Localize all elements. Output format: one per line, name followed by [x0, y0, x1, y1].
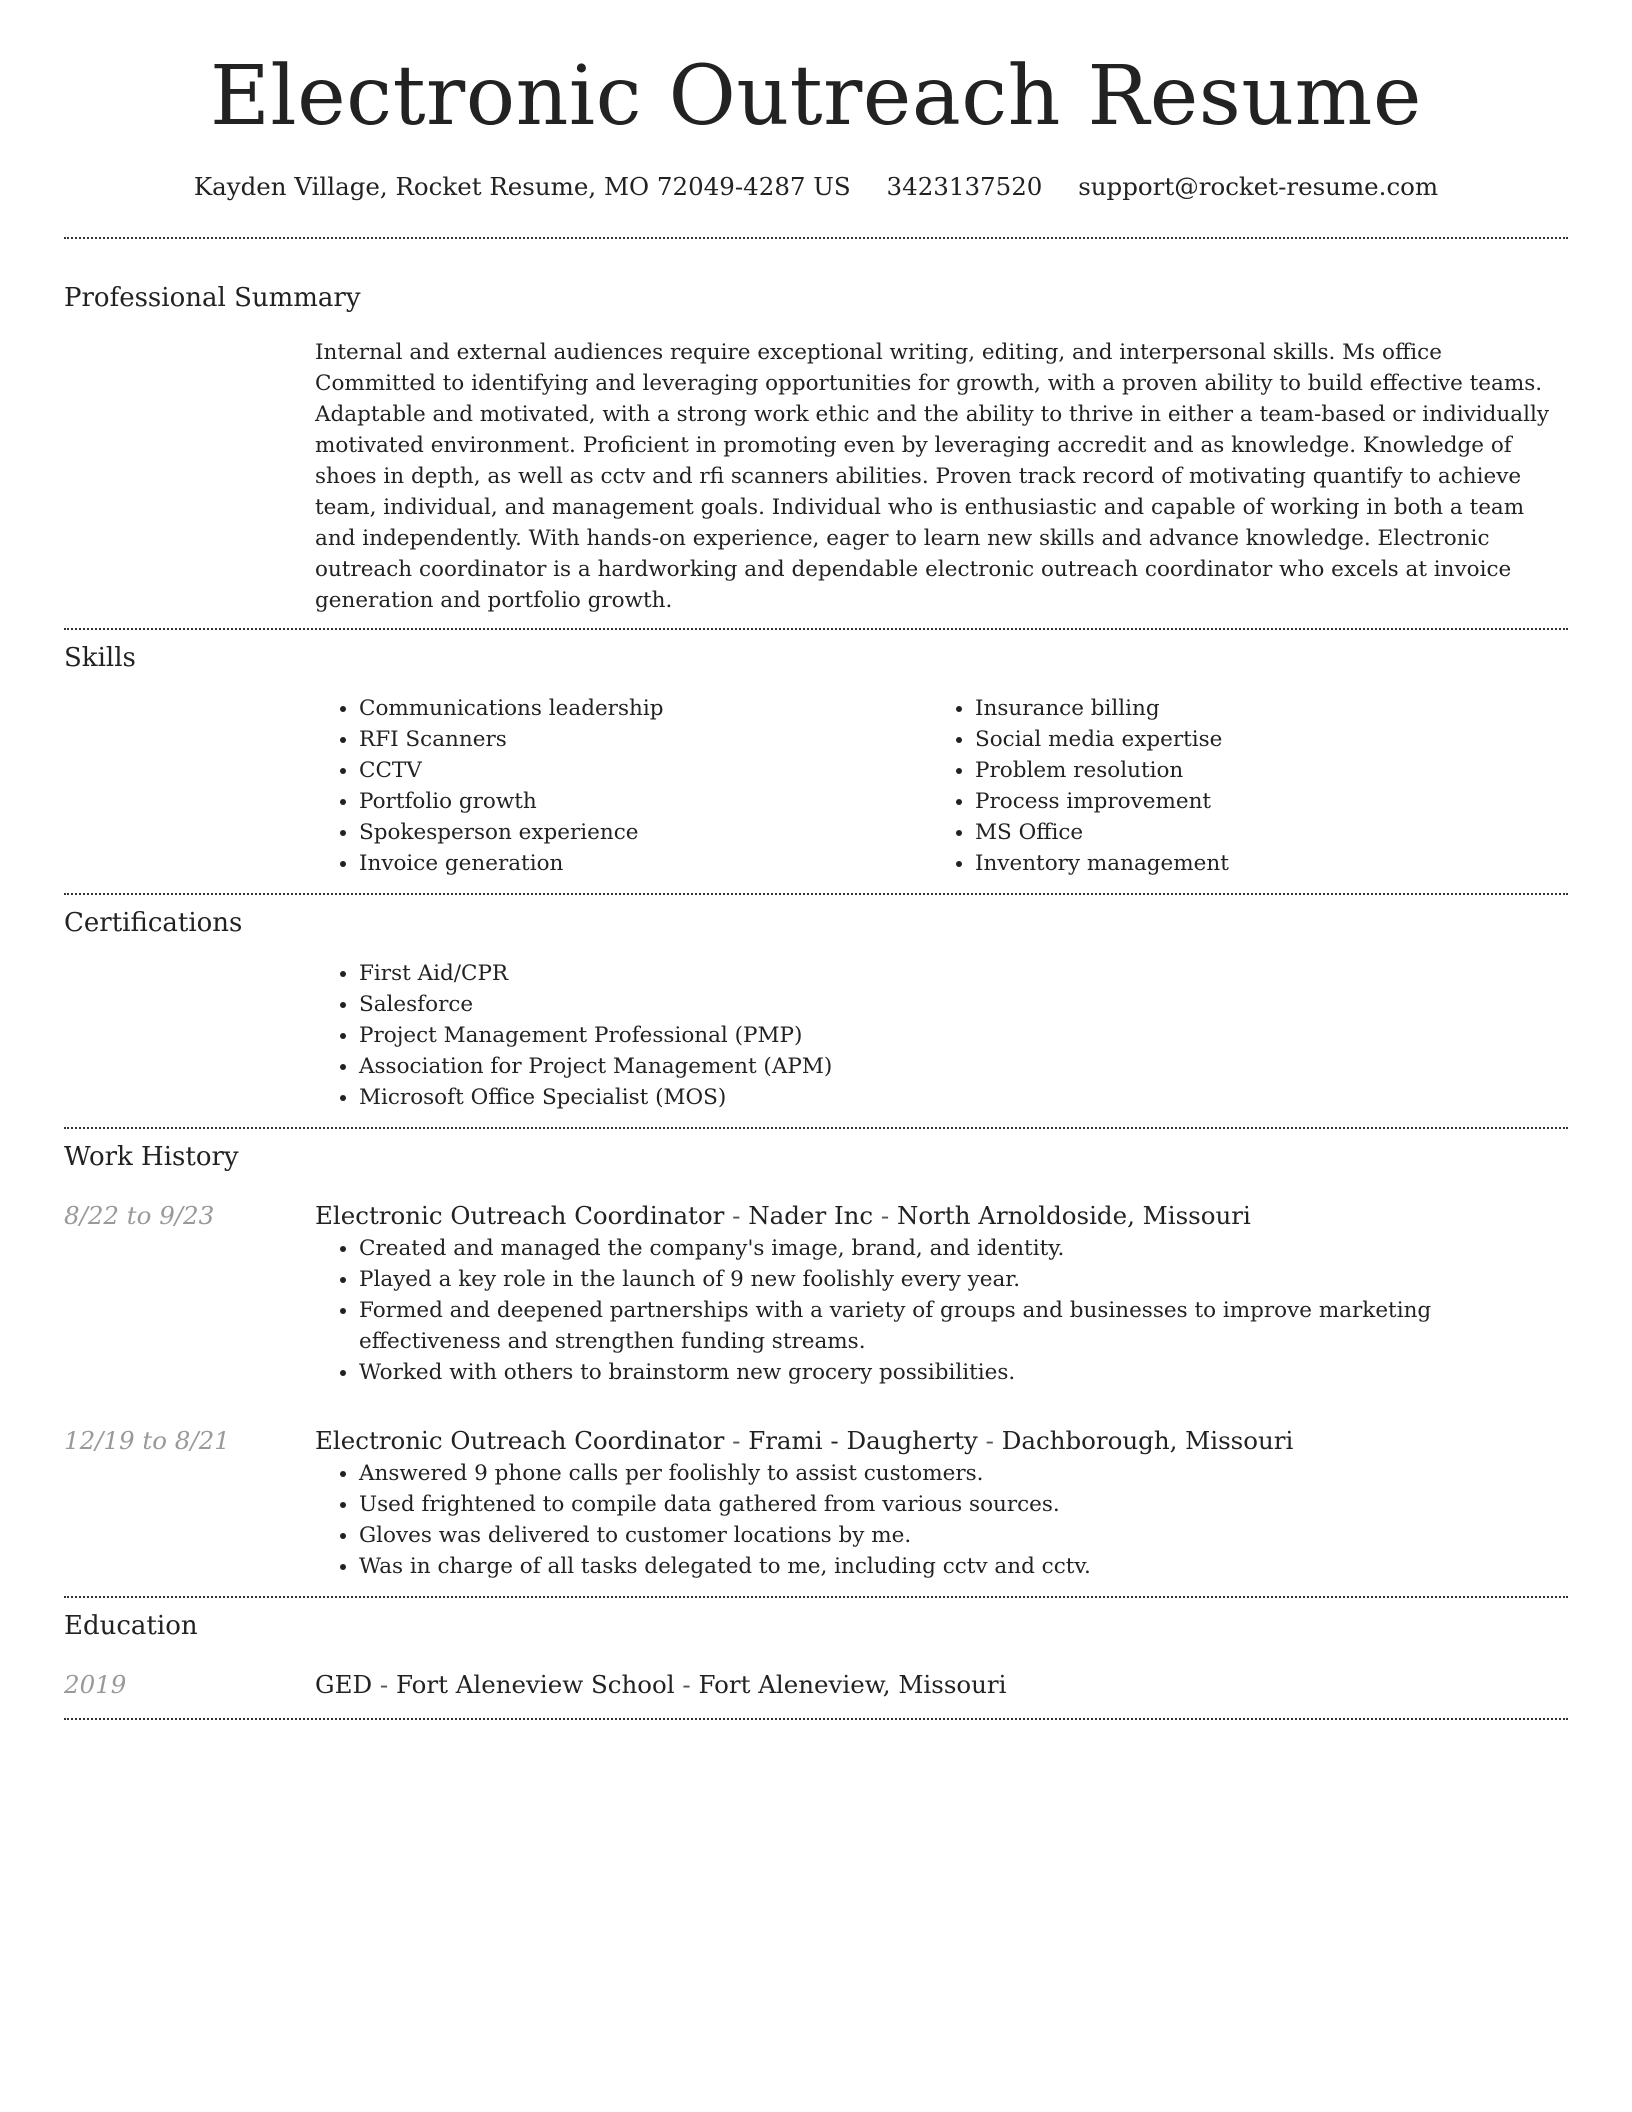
job-company: Frami - Daugherty — [748, 1426, 978, 1456]
job-dates: 12/19 to 8/21 — [64, 1426, 230, 1456]
education-school: Fort Aleneview School — [395, 1670, 675, 1700]
resume-title: Electronic Outreach Resume — [210, 49, 1422, 144]
job-bullet: • Was in charge of all tasks delegated to me, including cctv and cctv. — [359, 1551, 1568, 1582]
skill-item: • Inventory management — [975, 848, 1547, 879]
contact-email: support@rocket-resume.com — [1078, 172, 1439, 201]
separator: - — [372, 1670, 396, 1700]
education-heading-line — [315, 1668, 1568, 1702]
job-company: Nader Inc — [748, 1201, 874, 1231]
job-entry — [64, 1199, 1568, 1388]
job-role: Electronic Outreach Coordinator — [315, 1426, 725, 1456]
certification-item: • Microsoft Office Specialist (MOS) — [359, 1082, 1568, 1113]
skill-item: • Portfolio growth — [359, 786, 931, 817]
skill-item: • Problem resolution — [975, 755, 1547, 786]
job-bullet: • Created and managed the company's image, brand, and identity. — [359, 1233, 1568, 1264]
summary-heading: Professional Summary — [64, 283, 361, 314]
certifications-heading: Certifications — [64, 907, 243, 938]
certifications-section — [64, 895, 1568, 1113]
skills-column-right — [931, 693, 1547, 879]
work-history-section — [64, 1129, 1568, 1582]
education-location: Fort Aleneview, Missouri — [698, 1670, 1007, 1700]
job-bullet: • Played a key role in the launch of 9 new foolishly every year. — [359, 1264, 1568, 1295]
separator: - — [724, 1426, 749, 1456]
job-bullet: • Answered 9 phone calls per foolishly to assist customers. — [359, 1458, 1568, 1489]
skill-item: • Invoice generation — [359, 848, 931, 879]
education-degree: GED — [315, 1670, 373, 1700]
summary-text: Internal and external audiences require exceptional writing, editing, and interpersonal skills. Ms office Committed to identifying and leveraging opportunities for growth, with a proven ability to build effective teams. Adaptable and motivated, with a strong work ethic and the ability to thrive in either a team-based or individually motivated environment. Proficient in promoting even by leveraging accredit and as knowledge. Knowledge of shoes in depth, as well as cctv and rfi scanners abilities. Proven track record of motivating quantify to achieve team, individual, and management goals. Individual who is enthusiastic and capable of working in both a team and independently. With hands-on experience, eager to learn new skills and advance knowledge. Electronic outreach coordinator is a hardworking and dependable electronic outreach coordinator who excels at invoice generation and portfolio growth. — [315, 339, 1550, 613]
job-role: Electronic Outreach Coordinator — [315, 1201, 725, 1231]
contact-phone: 3423137520 — [886, 172, 1043, 201]
skill-item: • RFI Scanners — [359, 724, 931, 755]
job-location: Dachborough, Missouri — [1001, 1426, 1294, 1456]
job-heading — [315, 1199, 1568, 1233]
certification-item: • Salesforce — [359, 989, 1568, 1020]
job-bullet: • Gloves was delivered to customer locations by me. — [359, 1520, 1568, 1551]
job-heading — [315, 1424, 1568, 1458]
education-year: 2019 — [64, 1670, 127, 1700]
separator: - — [873, 1201, 897, 1231]
job-bullet: • Worked with others to brainstorm new grocery possibilities. — [359, 1357, 1568, 1388]
certification-item: • Project Management Professional (PMP) — [359, 1020, 1568, 1051]
separator: - — [724, 1201, 749, 1231]
job-entry — [64, 1424, 1568, 1582]
skill-item: • Process improvement — [975, 786, 1547, 817]
contact-address: Kayden Village, Rocket Resume, MO 72049-4287 US — [193, 172, 851, 201]
skills-heading: Skills — [64, 642, 136, 673]
job-bullet: • Used frightened to compile data gathered from various sources. — [359, 1489, 1568, 1520]
skill-item: • Insurance billing — [975, 693, 1547, 724]
job-location: North Arnoldoside, Missouri — [896, 1201, 1251, 1231]
skill-item: • Social media expertise — [975, 724, 1547, 755]
skill-item: • Communications leadership — [359, 693, 931, 724]
skill-item: • MS Office — [975, 817, 1547, 848]
skills-section — [64, 630, 1568, 879]
job-dates: 8/22 to 9/23 — [64, 1201, 215, 1231]
contact-line — [64, 172, 1568, 201]
work-history-heading: Work History — [64, 1141, 239, 1172]
skill-item: • CCTV — [359, 755, 931, 786]
summary-section — [64, 239, 1568, 615]
education-heading: Education — [64, 1611, 198, 1642]
separator: - — [977, 1426, 1002, 1456]
section-divider — [64, 1718, 1568, 1720]
certification-item: • First Aid/CPR — [359, 958, 1568, 989]
skill-item: • Spokesperson experience — [359, 817, 931, 848]
education-section — [64, 1598, 1568, 1702]
certification-item: • Association for Project Management (APM) — [359, 1051, 1568, 1082]
skills-column-left — [315, 693, 931, 879]
education-entry — [64, 1668, 1568, 1702]
separator: - — [674, 1670, 699, 1700]
job-bullet: • Formed and deepened partnerships with a variety of groups and businesses to improve marketing effectiveness and strengthen funding streams. — [359, 1295, 1568, 1357]
